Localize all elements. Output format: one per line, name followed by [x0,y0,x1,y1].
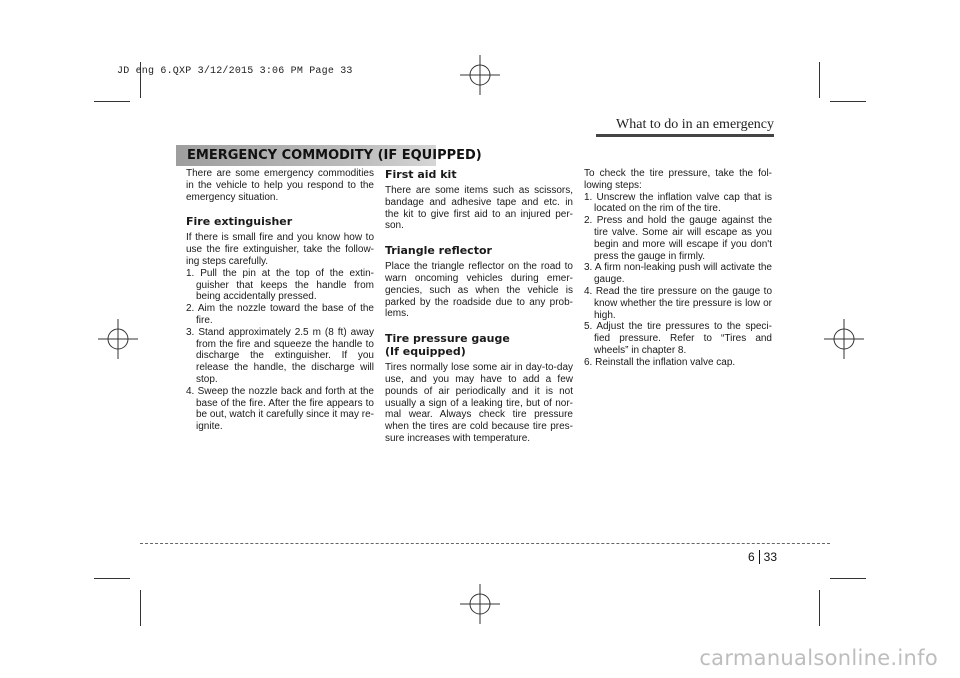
crop-mark [830,578,866,579]
page-number [748,550,777,564]
chapter-title-rule [596,134,774,137]
tire-gauge-text: Tires normally lose some air in day-to-day use, and you may have to add a few pounds of air periodically and it is not usually a sign of a leaking tire, but of nor-mal wear. Always check tire pressure when the tires are cold because tire pres-sure increases with temperature. [385,362,573,444]
crop-mark [94,101,130,102]
triangle-reflector-text: Place the triangle reflector on the road to warn oncoming vehicles during emer-gencies, such as when the vehicle is parked by the roadside due to any prob-lems. [385,261,573,320]
footer-rule [140,543,830,544]
crop-mark [140,590,141,626]
fire-extinguisher-steps [186,268,374,433]
section-header [176,145,482,166]
crop-mark [819,590,820,626]
section-title: EMERGENCY COMMODITY (IF EQUIPPED) [187,148,482,163]
registration-mark-icon [824,319,864,359]
crop-mark [819,62,820,98]
list-item: 6. Reinstall the inflation valve cap. [584,356,736,368]
column-2 [385,168,573,445]
column-1 [186,168,374,433]
list-item: 1. Unscrew the inflation valve cap that is located on the rim of the tire. [584,191,772,215]
chapter-title: What to do in an emergency [616,117,774,132]
list-item: 5. Adjust the tire pressures to the speci-fied pressure. Refer to “Tires and wheels” in chapter 8. [584,321,772,356]
list-item: 3. Stand approximately 2.5 m (8 ft) away from the fire and squeeze the handle to discharge the extinguisher. If you release the handle, the discharge will stop. [186,326,374,385]
fire-extinguisher-text: If there is small fire and you know how to use the fire extinguisher, take the follow-ing steps carefully. [186,232,374,267]
fire-extinguisher-heading: Fire extinguisher [186,215,293,229]
intro-paragraph: There are some emergency commodities in the vehicle to help you respond to the emergency situation. [186,168,374,203]
list-item: 2. Aim the nozzle toward the base of the fire. [186,303,374,326]
list-item: 4. Sweep the nozzle back and forth at the base of the fire. After the fire appears to be out, watch it carefully since it may re-ignite. [186,385,374,433]
first-aid-text: There are some items such as scissors, bandage and adhesive tape and etc. in the kit to give first aid to an injured per-son. [385,185,573,232]
watermark: carmanualsonline.info [699,646,938,670]
tire-gauge-heading [385,332,573,358]
page-number-divider [759,550,760,564]
registration-mark-icon [460,55,500,95]
chapter-number: 6 [747,550,755,564]
check-steps-list [584,192,772,369]
tire-gauge-heading-line1: Tire pressure gauge [385,332,510,346]
print-slug: JD eng 6.QXP 3/12/2015 3:06 PM Page 33 [117,66,353,77]
list-item: 4. Read the tire pressure on the gauge to know whether the tire pressure is low or high. [584,285,772,321]
list-item: 2. Press and hold the gauge against the tire valve. Some air will escape as you begin and more will escape if you don't press the gauge in firmly. [584,215,772,262]
registration-mark-icon [98,319,138,359]
crop-mark [830,101,866,102]
crop-mark [94,578,130,579]
list-item: 3. A firm non-leaking push will activate the gauge. [584,262,772,286]
triangle-reflector-heading: Triangle reflector [385,244,492,258]
list-item: 1. Pull the pin at the top of the extin-guisher that keeps the handle from being accidentally pressed. [186,267,374,303]
check-steps-intro: To check the tire pressure, take the fol-lowing steps: [584,168,772,191]
first-aid-heading: First aid kit [385,168,457,181]
registration-mark-icon [460,584,500,624]
page-number-value: 33 [763,550,777,564]
column-3 [584,168,772,369]
tire-gauge-heading-line2: (If equipped) [385,345,466,359]
